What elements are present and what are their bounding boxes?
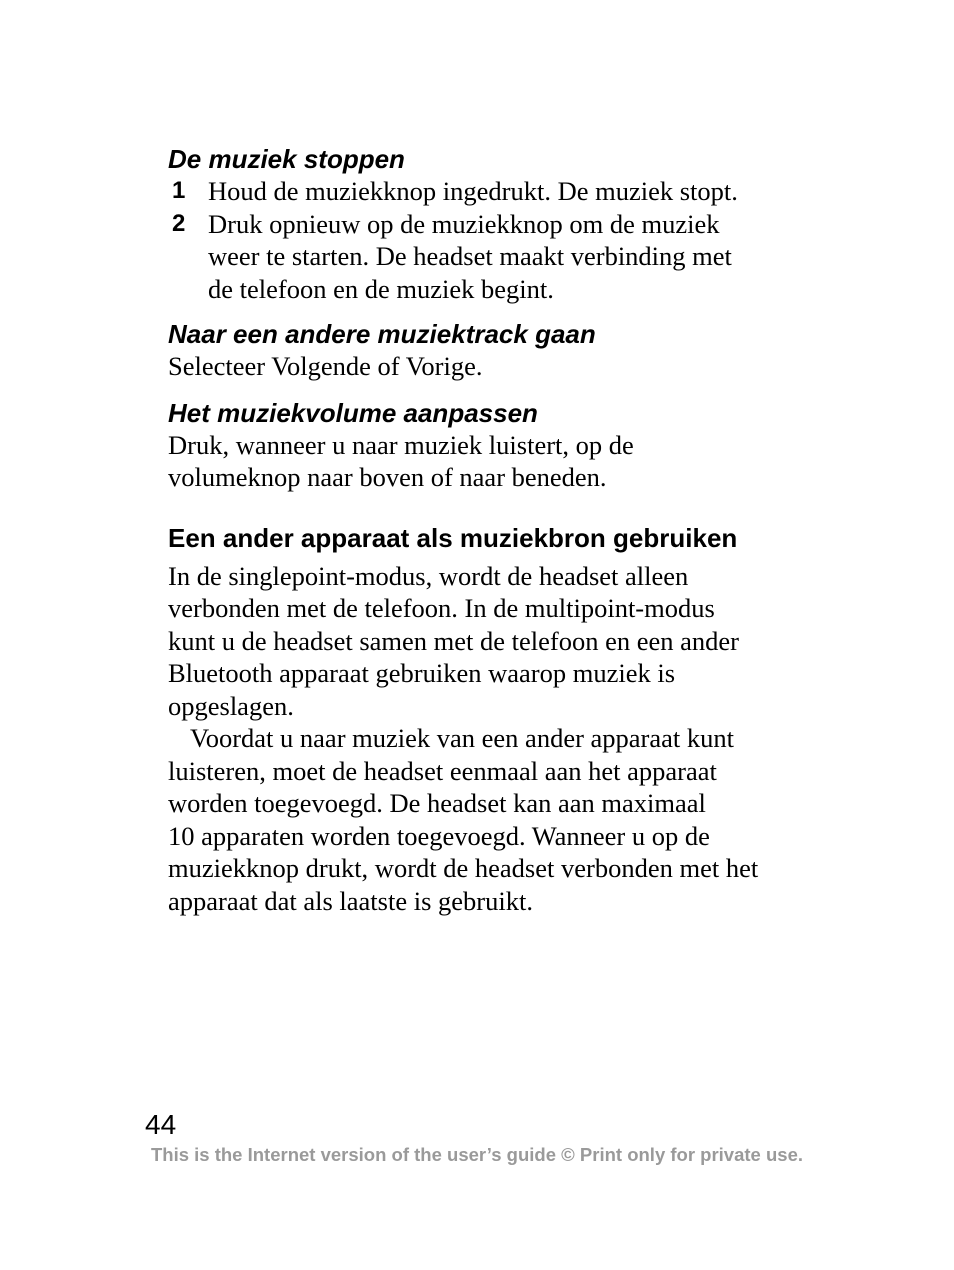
step-text-line: de telefoon en de muziek begint. bbox=[208, 273, 554, 304]
step-1 bbox=[168, 175, 818, 208]
section-title-stop-music: De muziek stoppen bbox=[168, 144, 405, 174]
text-line: opgeslagen. bbox=[168, 690, 294, 721]
steps-list bbox=[168, 175, 818, 305]
text-line: Voordat u naar muziek van een ander apparaat kunt bbox=[190, 723, 735, 753]
step-text: Houd de muziekknop ingedrukt. De muziek stopt. bbox=[208, 176, 738, 206]
text-line: luisteren, moet de headset eenmaal aan het apparaat bbox=[168, 755, 717, 786]
text-line: kunt u de headset samen met de telefoon en een ander bbox=[168, 625, 739, 656]
text-line: Druk, wanneer u naar muziek luistert, op de bbox=[168, 429, 634, 460]
text-line: apparaat dat als laatste is gebruikt. bbox=[168, 885, 533, 916]
step-text-line: Druk opnieuw op de muziekknop om de muziek bbox=[208, 208, 720, 239]
step-number: 2 bbox=[172, 209, 186, 237]
paragraph-2 bbox=[168, 722, 818, 917]
step-text-line: weer te starten. De headset maakt verbinding met bbox=[208, 241, 732, 271]
next-track-text: Selecteer Volgende of Vorige. bbox=[168, 351, 483, 381]
volume-text bbox=[168, 429, 818, 494]
page-content bbox=[168, 143, 818, 917]
section-title-other-device: Een ander apparaat als muziekbron gebruiken bbox=[168, 522, 738, 553]
footer-notice: This is the Internet version of the user’s guide © Print only for private use. bbox=[150, 1144, 803, 1165]
paragraph-1 bbox=[168, 560, 818, 723]
text-line: verbonden met de telefoon. In de multipoint-modus bbox=[168, 593, 715, 623]
text-line: In de singlepoint-modus, wordt de headset alleen bbox=[168, 560, 689, 591]
text-line: muziekknop drukt, wordt de headset verbonden met het bbox=[168, 853, 759, 883]
section-title-volume: Het muziekvolume aanpassen bbox=[168, 397, 538, 428]
text-line: Bluetooth apparaat gebruiken waarop muziek is bbox=[168, 658, 676, 688]
text-line: 10 apparaten worden toegevoegd. Wanneer u op de bbox=[168, 820, 710, 851]
text-line: worden toegevoegd. De headset kan aan maximaal bbox=[168, 788, 706, 818]
step-2 bbox=[168, 208, 818, 306]
step-number: 1 bbox=[172, 177, 186, 204]
text-line: volumeknop naar boven of naar beneden. bbox=[168, 462, 607, 492]
page-number: 44 bbox=[145, 1109, 177, 1140]
section-title-next-track: Naar een andere muziektrack gaan bbox=[168, 319, 596, 349]
